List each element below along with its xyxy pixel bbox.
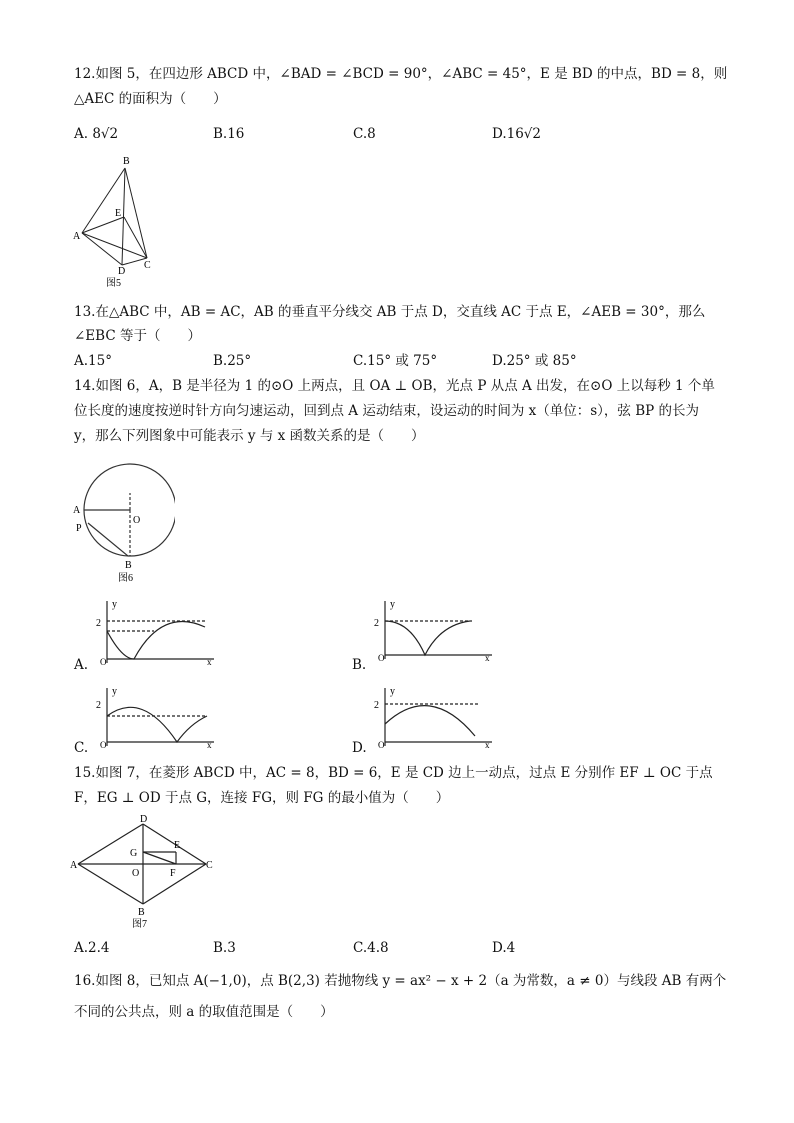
fig6-label-o: O	[133, 515, 141, 526]
q15-text-line-2: F，EG ⊥ OD 于点 G，连接 FG，则 FG 的最小值为（ ）	[74, 790, 450, 806]
q14-text-line-2: 位长度的速度按逆时针方向匀速运动，回到点 A 运动结束，设运动的时间为 x（单位：s），弦 BP 的长为	[74, 403, 699, 419]
q12-option-b: B.16	[213, 126, 245, 142]
fig5-label-b: B	[123, 156, 130, 167]
graph-b-option-label: B.	[352, 657, 367, 673]
figure-5-quadrilateral	[70, 150, 160, 290]
q16-text-line-1: 16.如图 8，已知点 A(−1,0)，点 B(2,3) 若抛物线 y = ax² − x + 2（a 为常数，a ≠ 0）与线段 AB 有两个	[74, 973, 727, 989]
q12-option-c: C.8	[353, 126, 376, 142]
q12-option-d: D.16√2	[492, 126, 542, 142]
graph-a-option-label: A.	[74, 657, 89, 673]
fig5-label-d: D	[118, 266, 126, 277]
graph-c-y-label: y	[112, 686, 117, 697]
fig6-label-a: A	[73, 505, 81, 516]
q13-option-a: A.15°	[74, 353, 112, 369]
q13-text-line-1: 13.在△ABC 中，AB = AC，AB 的垂直平分线交 AB 于点 D，交直线 AC 于点 E，∠AEB = 30°，那么	[74, 304, 706, 320]
q15-option-a: A.2.4	[74, 940, 110, 956]
q14-text-line-1: 14.如图 6，A，B 是半径为 1 的⊙O 上两点，且 OA ⊥ OB，光点 P 从点 A 出发，在⊙O 上以每秒 1 个单	[74, 378, 715, 394]
figure-6-circle	[70, 455, 175, 585]
fig6-caption: 图6	[118, 573, 133, 584]
graph-option-c	[92, 684, 222, 750]
q13-option-c: C.15° 或 75°	[353, 353, 438, 369]
graph-option-d	[370, 684, 500, 750]
fig7-label-o: O	[132, 868, 140, 879]
graph-b-origin: O	[378, 653, 385, 663]
q12-text-line-1: 12.如图 5，在四边形 ABCD 中，∠BAD = ∠BCD = 90°，∠ABC = 45°，E 是 BD 的中点，BD = 8，则	[74, 66, 728, 82]
graph-d-origin: O	[378, 740, 385, 750]
fig7-label-a: A	[70, 860, 78, 871]
fig7-label-e: E	[174, 840, 181, 851]
graph-b-tick-2: 2	[374, 618, 379, 629]
graph-c-origin: O	[100, 740, 107, 750]
fig7-label-f: F	[170, 868, 176, 879]
q12-option-a: A. 8√2	[74, 126, 119, 142]
graph-d-x-label: x	[485, 740, 490, 750]
graph-a-origin: O	[100, 657, 107, 667]
fig7-caption: 图7	[132, 919, 147, 930]
graph-c-option-label: C.	[74, 740, 89, 756]
q14-text-line-3: y，那么下列图象中可能表示 y 与 x 函数关系的是（ ）	[74, 428, 425, 444]
q13-option-b: B.25°	[213, 353, 252, 369]
fig7-label-d: D	[140, 814, 148, 825]
graph-d-y-label: y	[390, 686, 395, 697]
fig7-label-b: B	[138, 907, 145, 918]
q15-option-c: C.4.8	[353, 940, 389, 956]
graph-a-y-label: y	[112, 599, 117, 610]
graph-d-option-label: D.	[352, 740, 367, 756]
graph-option-b	[370, 597, 500, 667]
fig7-label-c: C	[206, 860, 213, 871]
fig5-label-c: C	[144, 260, 151, 271]
graph-option-a	[92, 597, 222, 667]
fig5-label-e: E	[115, 208, 122, 219]
graph-a-tick-2: 2	[96, 618, 101, 629]
fig5-caption: 图5	[106, 278, 121, 289]
q15-option-d: D.4	[492, 940, 516, 956]
q12-text-line-2: △AEC 的面积为（ ）	[74, 91, 227, 107]
graph-c-tick-2: 2	[96, 700, 101, 711]
fig6-label-b: B	[125, 560, 132, 571]
graph-b-y-label: y	[390, 599, 395, 610]
graph-c-x-label: x	[207, 740, 212, 750]
q13-text-line-2: ∠EBC 等于（ ）	[74, 328, 201, 344]
graph-b-x-label: x	[485, 653, 490, 663]
figure-7-rhombus	[70, 812, 220, 934]
graph-d-tick-2: 2	[374, 700, 379, 711]
q16-text-line-2: 不同的公共点，则 a 的取值范围是（ ）	[74, 1004, 334, 1020]
q13-option-d: D.25° 或 85°	[492, 353, 577, 369]
q15-text-line-1: 15.如图 7，在菱形 ABCD 中，AC = 8，BD = 6，E 是 CD 边上一动点，过点 E 分别作 EF ⊥ OC 于点	[74, 765, 713, 781]
fig5-label-a: A	[73, 231, 81, 242]
fig6-label-p: P	[76, 523, 82, 534]
graph-a-x-label: x	[207, 657, 212, 667]
fig7-label-g: G	[130, 848, 138, 859]
q15-option-b: B.3	[213, 940, 236, 956]
